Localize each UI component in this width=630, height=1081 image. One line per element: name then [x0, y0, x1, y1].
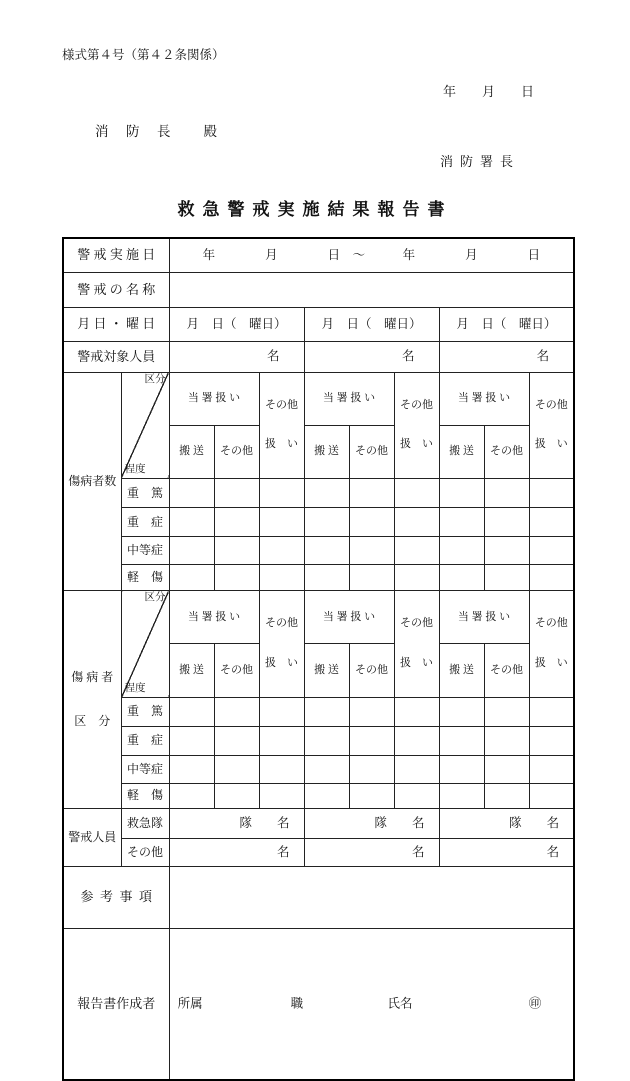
empty-data-cell	[394, 697, 439, 726]
empty-data-cell	[259, 537, 304, 565]
empty-data-cell	[439, 783, 484, 808]
severity-label-minor: 軽 傷	[121, 783, 169, 808]
severity-label-critical: 重 篤	[121, 697, 169, 726]
label-month-day-weekday: 月 日 ・ 曜 日	[63, 307, 169, 341]
header-other-handling-line2: 扱 い	[400, 656, 434, 669]
empty-data-cell	[169, 537, 214, 565]
label-alert-name: 警 戒 の 名 称	[63, 272, 169, 307]
empty-data-cell	[169, 726, 214, 755]
header-other-handling-line2: 扱 い	[534, 656, 568, 669]
header-this-station: 当 署 扱 い	[439, 591, 529, 644]
casualty-category-line1: 傷 病 者	[71, 670, 114, 685]
header-other-handling-line1: その他	[265, 398, 299, 411]
empty-data-cell	[214, 755, 259, 783]
label-other-personnel: その他	[121, 838, 169, 866]
diagonal-header-category: 区分	[144, 373, 166, 385]
header-other-handling-line1: その他	[265, 617, 299, 630]
date-weekday-cell-1: 月 日（ 曜日）	[169, 307, 304, 341]
empty-data-cell	[304, 479, 349, 508]
empty-data-cell	[529, 726, 574, 755]
header-other-handling	[259, 372, 304, 479]
empty-data-cell	[169, 565, 214, 591]
empty-data-cell	[304, 565, 349, 591]
diagonal-header-degree: 程度	[124, 682, 146, 694]
seal-mark: ㊞	[528, 996, 542, 1010]
empty-data-cell	[529, 755, 574, 783]
header-transport: 搬 送	[304, 425, 349, 478]
diagonal-header	[121, 591, 169, 698]
empty-data-cell	[214, 726, 259, 755]
header-other-handling-line1: その他	[534, 398, 568, 411]
target-personnel-cell-2: 名	[304, 341, 439, 372]
header-other-handling	[259, 591, 304, 698]
header-other-handling	[529, 591, 574, 698]
empty-data-cell	[529, 783, 574, 808]
empty-data-cell	[529, 697, 574, 726]
empty-data-cell	[439, 508, 484, 537]
report-date-line: 年 月 日	[443, 84, 535, 99]
header-this-station: 当 署 扱 い	[439, 372, 529, 425]
empty-data-cell	[214, 537, 259, 565]
other-count-cell-1: 名	[169, 838, 304, 866]
severity-label-moderate: 中等症	[121, 537, 169, 565]
empty-data-cell	[349, 755, 394, 783]
header-other: その他	[484, 425, 529, 478]
empty-data-cell	[304, 783, 349, 808]
empty-data-cell	[484, 697, 529, 726]
empty-data-cell	[529, 479, 574, 508]
header-other-handling-line1: その他	[534, 617, 568, 630]
author-position-label: 職	[290, 996, 304, 1010]
header-transport: 搬 送	[304, 644, 349, 697]
empty-data-cell	[439, 565, 484, 591]
target-personnel-cell-3: 名	[439, 341, 574, 372]
header-this-station: 当 署 扱 い	[169, 372, 259, 425]
header-other-handling-line2: 扱 い	[265, 438, 299, 451]
empty-data-cell	[259, 755, 304, 783]
diagonal-header-category: 区分	[144, 592, 166, 603]
empty-data-cell	[259, 508, 304, 537]
header-other-handling	[394, 372, 439, 479]
section-label-alert-personnel: 警戒人員	[63, 808, 121, 866]
header-other: その他	[349, 644, 394, 697]
diagonal-header-degree: 程度	[124, 464, 146, 476]
empty-data-cell	[169, 508, 214, 537]
form-number: 様式第４号（第４２条関係）	[62, 48, 225, 62]
author-name-label: 氏名	[387, 996, 413, 1010]
header-other: その他	[214, 644, 259, 697]
empty-data-cell	[214, 565, 259, 591]
empty-data-cell	[304, 726, 349, 755]
empty-data-cell	[529, 508, 574, 537]
empty-data-cell	[304, 697, 349, 726]
header-this-station: 当 署 扱 い	[304, 591, 394, 644]
empty-data-cell	[169, 697, 214, 726]
empty-data-cell	[439, 537, 484, 565]
empty-data-cell	[349, 537, 394, 565]
header-other-handling-line1: その他	[400, 398, 434, 411]
empty-data-cell	[214, 479, 259, 508]
empty-data-cell	[349, 697, 394, 726]
target-personnel-cell-1: 名	[169, 341, 304, 372]
empty-data-cell	[304, 755, 349, 783]
header-other-handling-line1: その他	[400, 617, 434, 630]
other-count-cell-3: 名	[439, 838, 574, 866]
severity-label-severe: 重 症	[121, 508, 169, 537]
alert-name-value-cell	[169, 272, 574, 307]
empty-data-cell	[349, 508, 394, 537]
header-other-handling	[529, 372, 574, 479]
empty-data-cell	[484, 755, 529, 783]
empty-data-cell	[169, 479, 214, 508]
author-affiliation-label: 所属	[177, 996, 203, 1010]
other-count-cell-2: 名	[304, 838, 439, 866]
empty-data-cell	[394, 726, 439, 755]
empty-data-cell	[349, 565, 394, 591]
label-ambulance-team: 救急隊	[121, 808, 169, 838]
severity-label-moderate: 中等症	[121, 755, 169, 783]
label-target-personnel: 警戒対象人員	[63, 341, 169, 372]
sender-line: 消防署長	[440, 154, 521, 169]
empty-data-cell	[214, 508, 259, 537]
section-label-casualty-category	[63, 591, 121, 809]
report-table	[62, 237, 575, 1081]
severity-label-critical: 重 篤	[121, 479, 169, 508]
header-other: その他	[349, 425, 394, 478]
empty-data-cell	[394, 755, 439, 783]
header-this-station: 当 署 扱 い	[169, 591, 259, 644]
report-author-fields	[170, 959, 574, 1049]
empty-data-cell	[484, 783, 529, 808]
team-count-cell-2: 隊 名	[304, 808, 439, 838]
empty-data-cell	[214, 697, 259, 726]
report-author-cell	[169, 928, 574, 1080]
empty-data-cell	[259, 726, 304, 755]
header-other-handling-line2: 扱 い	[400, 438, 434, 451]
empty-data-cell	[304, 508, 349, 537]
empty-data-cell	[259, 783, 304, 808]
header-other-handling-line2: 扱 い	[265, 656, 299, 669]
header-transport: 搬 送	[439, 425, 484, 478]
empty-data-cell	[439, 479, 484, 508]
severity-label-minor: 軽 傷	[121, 565, 169, 591]
empty-data-cell	[529, 537, 574, 565]
section-label-casualty-count: 傷病者数	[63, 372, 121, 591]
empty-data-cell	[259, 565, 304, 591]
header-transport: 搬 送	[169, 425, 214, 478]
header-other: その他	[214, 425, 259, 478]
header-other-handling	[394, 591, 439, 698]
header-transport: 搬 送	[169, 644, 214, 697]
empty-data-cell	[394, 537, 439, 565]
form-title: 救急警戒実施結果報告書	[177, 200, 453, 219]
team-count-cell-1: 隊 名	[169, 808, 304, 838]
empty-data-cell	[394, 508, 439, 537]
severity-label-severe: 重 症	[121, 726, 169, 755]
label-reference-notes: 参 考 事 項	[63, 866, 169, 928]
empty-data-cell	[349, 479, 394, 508]
empty-data-cell	[439, 755, 484, 783]
label-implementation-date: 警 戒 実 施 日	[63, 238, 169, 272]
empty-data-cell	[484, 565, 529, 591]
header-transport: 搬 送	[439, 644, 484, 697]
empty-data-cell	[529, 565, 574, 591]
empty-data-cell	[394, 783, 439, 808]
reference-notes-value-cell	[169, 866, 574, 928]
empty-data-cell	[394, 565, 439, 591]
implementation-date-value: 年 月 日 ～ 年 月 日	[169, 238, 574, 272]
header-this-station: 当 署 扱 い	[304, 372, 394, 425]
empty-data-cell	[484, 726, 529, 755]
date-weekday-cell-2: 月 日（ 曜日）	[304, 307, 439, 341]
empty-data-cell	[484, 479, 529, 508]
header-other: その他	[484, 644, 529, 697]
empty-data-cell	[349, 726, 394, 755]
empty-data-cell	[304, 537, 349, 565]
empty-data-cell	[439, 726, 484, 755]
empty-data-cell	[214, 783, 259, 808]
header-other-handling-line2: 扱 い	[534, 438, 568, 451]
team-count-cell-3: 隊 名	[439, 808, 574, 838]
empty-data-cell	[394, 479, 439, 508]
casualty-category-line2: 区 分	[74, 713, 111, 728]
empty-data-cell	[169, 783, 214, 808]
empty-data-cell	[484, 537, 529, 565]
empty-data-cell	[484, 508, 529, 537]
empty-data-cell	[349, 783, 394, 808]
empty-data-cell	[169, 755, 214, 783]
date-weekday-cell-3: 月 日（ 曜日）	[439, 307, 574, 341]
addressee-line: 消 防 長 殿	[95, 124, 219, 139]
label-report-author: 報告書作成者	[63, 928, 169, 1080]
diagonal-header	[121, 372, 169, 479]
empty-data-cell	[259, 697, 304, 726]
empty-data-cell	[439, 697, 484, 726]
empty-data-cell	[259, 479, 304, 508]
